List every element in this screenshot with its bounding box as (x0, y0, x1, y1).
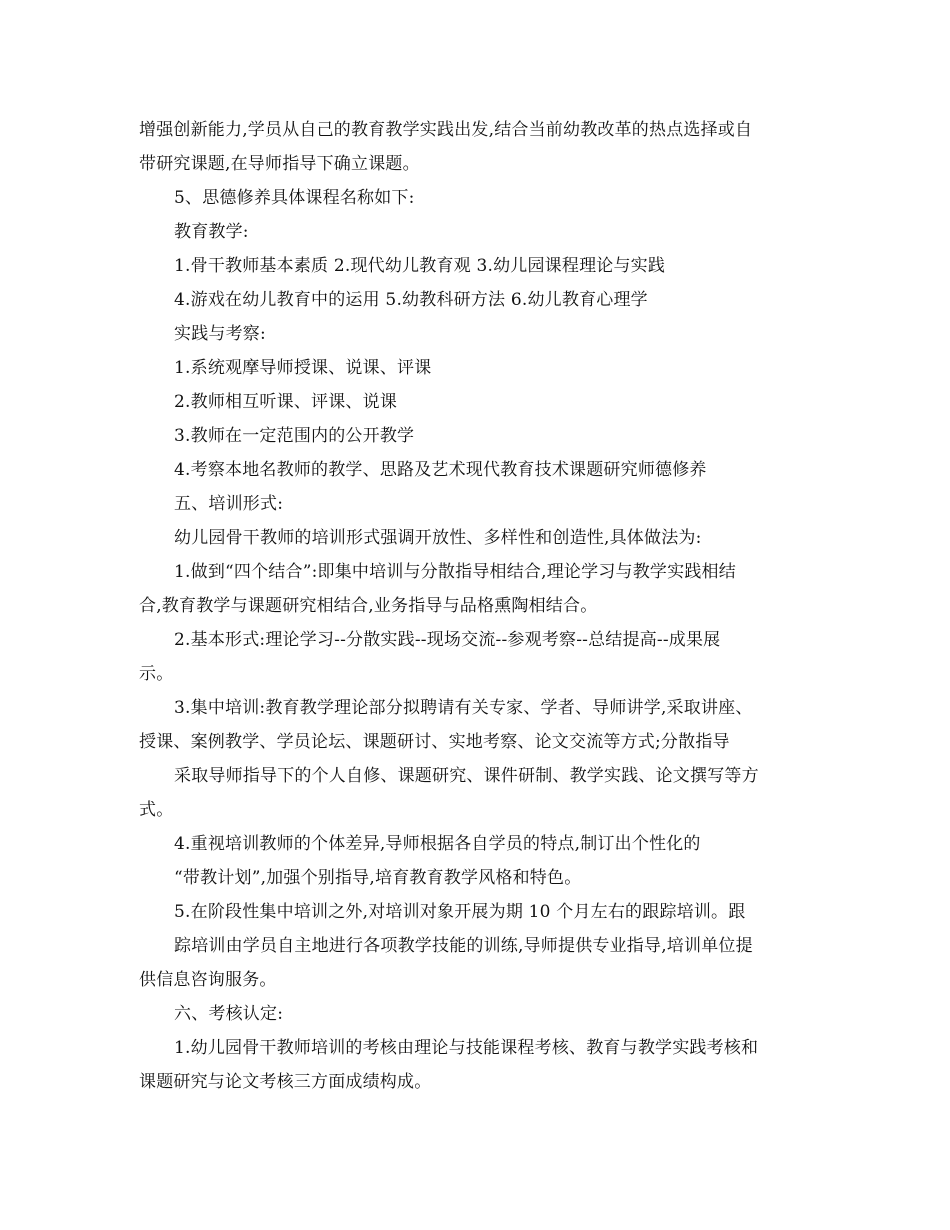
text-line: 采取导师指导下的个人自修、课题研究、课件研制、教学实践、论文撰写等方 (174, 766, 759, 786)
text-line: 5.在阶段性集中培训之外,对培训对象开展为期 10 个月左右的跟踪培训。跟 (174, 902, 746, 922)
text-line: 授课、案例教学、学员论坛、课题研讨、实地考察、论文交流等方式;分散指导 (139, 732, 730, 752)
text-line: 1.骨干教师基本素质 2.现代幼儿教育观 3.幼儿园课程理论与实践 (174, 256, 666, 276)
text-line: 1.做到“四个结合”:即集中培训与分散指导相结合,理论学习与教学实践相结 (174, 562, 736, 582)
text-line: 实践与考察: (174, 324, 266, 344)
text-line: 1.幼儿园骨干教师培训的考核由理论与技能课程考核、教育与教学实践考核和 (174, 1038, 759, 1058)
document-body (139, 113, 815, 1099)
text-line: 课题研究与论文考核三方面成绩构成。 (139, 1072, 432, 1092)
text-line: 五、培训形式: (174, 494, 284, 514)
text-line: 幼儿园骨干教师的培训形式强调开放性、多样性和创造性,具体做法为: (174, 528, 702, 548)
text-line: “带教计划”,加强个别指导,培育教育教学风格和特色。 (174, 868, 582, 888)
text-line: 供信息咨询服务。 (139, 970, 277, 990)
text-line: 3.集中培训:教育教学理论部分拟聘请有关专家、学者、导师讲学,采取讲座、 (174, 698, 753, 718)
text-line: 4.游戏在幼儿教育中的运用 5.幼教科研方法 6.幼儿教育心理学 (174, 290, 648, 310)
text-line: 4.考察本地名教师的教学、思路及艺术现代教育技术课题研究师德修养 (174, 460, 707, 480)
text-line: 式。 (139, 800, 174, 820)
text-line: 2.教师相互听课、评课、说课 (174, 392, 398, 412)
text-line: 示。 (139, 664, 174, 684)
text-line: 4.重视培训教师的个体差异,导师根据各自学员的特点,制订出个性化的 (174, 834, 701, 854)
text-line: 合,教育教学与课题研究相结合,业务指导与品格熏陶相结合。 (139, 596, 598, 616)
text-line: 5、思德修养具体课程名称如下: (174, 188, 415, 208)
text-line: 3.教师在一定范围内的公开教学 (174, 426, 415, 446)
text-line: 踪培训由学员自主地进行各项教学技能的训练,导师提供专业指导,培训单位提 (174, 936, 753, 956)
text-line: 1.系统观摩导师授课、说课、评课 (174, 358, 432, 378)
text-line: 2.基本形式:理论学习--分散实践--现场交流--参观考察--总结提高--成果展 (174, 630, 721, 650)
text-line: 教育教学: (174, 222, 249, 242)
text-line: 带研究课题,在导师指导下确立课题。 (139, 154, 420, 174)
text-line: 增强创新能力,学员从自己的教育教学实践出发,结合当前幼教改革的热点选择或自 (139, 120, 753, 140)
text-line: 六、考核认定: (174, 1004, 284, 1024)
